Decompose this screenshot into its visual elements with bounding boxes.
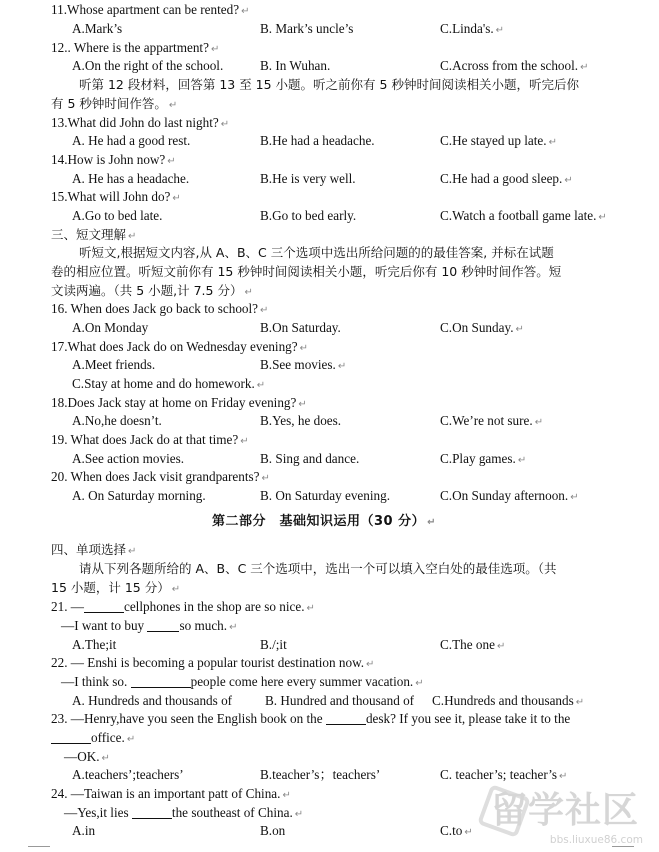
q19-options [0, 450, 659, 468]
q20-stem: 20. When does Jack visit grandparents? ↵ [51, 469, 270, 484]
answer-blank [132, 806, 172, 819]
listening-intro-line2: 有 5 秒钟时间作答。 ↵ [51, 96, 178, 111]
q12-options [0, 57, 659, 75]
section-3-intro-line2: 卷的相应位置。听短文前你有 15 秒钟时间阅读相关小题，听完后你有 10 秒钟时间作答。短 [51, 264, 562, 279]
answer-blank [131, 675, 191, 688]
q24-line2: —Yes,it lies the southeast of China. ↵ [64, 805, 304, 820]
part-2-heading: 第二部分 基础知识运用（30 分） ↵ [212, 514, 437, 529]
q21-option-a: A.The;it [72, 637, 117, 652]
q22-line1: 22. — Enshi is becoming a popular tourist destination now. ↵ [51, 655, 375, 670]
q13-option-c: C.He stayed up late. ↵ [440, 133, 557, 148]
q11-option-c: C.Linda's. ↵ [440, 21, 505, 36]
q20-option-b: B. On Saturday evening. [260, 488, 391, 503]
q20-option-a: A. On Saturday morning. [72, 488, 206, 503]
q17-option-c: C.Stay at home and do homework. ↵ [72, 376, 266, 391]
q18-option-b: B.Yes, he does. [260, 413, 342, 428]
question-15 [0, 188, 659, 206]
section-3-intro-line1: 听短文,根据短文内容,从 A、B、C 三个选项中选出所给问题的的最佳答案, 并标在试题 [79, 245, 554, 260]
watermark-text: 留学社区 [490, 790, 639, 831]
question-23 [0, 710, 659, 728]
q20-option-c: C.On Sunday afternoon. ↵ [440, 488, 579, 503]
q21-option-b: B./;it [260, 637, 287, 652]
q14-stem: 14.How is John now? ↵ [51, 152, 176, 167]
answer-blank [147, 619, 179, 632]
q21-option-c: C.The one ↵ [440, 637, 506, 652]
q11-option-b: B. Mark’s uncle’s [260, 21, 354, 36]
q21-response [0, 617, 659, 635]
q19-option-c: C.Play games. ↵ [440, 451, 527, 466]
q22-line2: —I think so. people come here every summer vacation. ↵ [61, 674, 424, 689]
section-4-title: 四、单项选择 ↵ [51, 542, 137, 557]
q22-option-a: A. Hundreds and thousands of [72, 693, 233, 708]
section-3-intro-line3: 文读两遍。（共 5 小题,计 7.5 分） ↵ [51, 283, 253, 298]
q17-options-ab [0, 356, 659, 374]
q12-option-c: C.Across from the school. ↵ [440, 58, 589, 73]
q12-stem: 12.. Where is the appartment? ↵ [51, 40, 220, 55]
question-17 [0, 338, 659, 356]
q18-option-c: C.We’re not sure. ↵ [440, 413, 544, 428]
watermark-url: bbs.liuxue86.com [549, 834, 643, 846]
answer-blank [326, 712, 366, 725]
q21-line1: 21. — cellphones in the shop are so nice. ↵ [51, 599, 315, 614]
q23-option-b: B.teacher’s；teachers’ [260, 767, 381, 782]
q11-options [0, 20, 659, 38]
q21-options [0, 636, 659, 654]
question-22 [0, 654, 659, 672]
q23-line3: —OK. ↵ [64, 749, 110, 764]
q23-option-c: C. teacher’s; teacher’s ↵ [440, 767, 568, 782]
q15-option-c: C.Watch a football game late. ↵ [440, 208, 607, 223]
q22-response [0, 673, 659, 691]
question-14 [0, 151, 659, 169]
q15-stem: 15.What will John do? ↵ [51, 189, 181, 204]
q17-stem: 17.What does Jack do on Wednesday evening? ↵ [51, 339, 309, 354]
q23-option-a: A.teachers’;teachers’ [72, 767, 184, 782]
q15-option-a: A.Go to bed late. [72, 208, 163, 223]
q14-option-b: B.He is very well. [260, 171, 356, 186]
section-4-intro-line1: 请从下列各题所给的 A、B、C 三个选项中，选出一个可以填入空白处的最佳选项。（共 [79, 561, 557, 576]
q14-option-c: C.He had a good sleep. ↵ [440, 171, 573, 186]
question-20 [0, 468, 659, 486]
section-4-intro-line2: 15 小题，计 15 分） ↵ [51, 580, 181, 595]
q11-option-a: A.Mark’s [72, 21, 123, 36]
q24-option-b: B.on [260, 823, 286, 838]
q22-options [0, 692, 659, 710]
q14-options [0, 170, 659, 188]
q12-option-b: B. In Wuhan. [260, 58, 331, 73]
page-corner-mark-right [612, 846, 634, 847]
page-corner-mark-left [28, 846, 50, 847]
q18-stem: 18.Does Jack stay at home on Friday evening? ↵ [51, 395, 307, 410]
q12-option-a: A.On the right of the school. [72, 58, 224, 73]
question-12 [0, 39, 659, 57]
watermark [475, 782, 653, 846]
q16-option-c: C.On Sunday. ↵ [440, 320, 524, 335]
question-21 [0, 598, 659, 616]
q19-option-b: B. Sing and dance. [260, 451, 360, 466]
q17-option-a: A.Meet friends. [72, 357, 156, 372]
q19-stem: 19. What does Jack do at that time? ↵ [51, 432, 249, 447]
question-11 [0, 1, 659, 19]
q15-option-b: B.Go to bed early. [260, 208, 357, 223]
q21-line2: —I want to buy so much. ↵ [61, 618, 238, 633]
question-16 [0, 300, 659, 318]
question-13 [0, 114, 659, 132]
question-19 [0, 431, 659, 449]
q19-option-a: A.See action movies. [72, 451, 185, 466]
q23-line2: office. ↵ [0, 729, 659, 747]
listening-intro-line1: 听第 12 段材料，回答第 13 至 15 小题。听之前你有 5 秒钟时间阅读相关小题，听完后你 [79, 77, 579, 92]
q24-line1: 24. —Taiwan is an important patt of China. ↵ [51, 786, 291, 801]
q16-options [0, 319, 659, 337]
q24-option-c: C.to ↵ [440, 823, 473, 838]
q16-option-a: A.On Monday [72, 320, 149, 335]
q20-options [0, 487, 659, 505]
q18-options [0, 412, 659, 430]
answer-blank [51, 731, 91, 744]
q13-stem: 13.What did John do last night? ↵ [51, 115, 230, 130]
q13-option-b: B.He had a headache. [260, 133, 375, 148]
q24-option-a: A.in [72, 823, 96, 838]
q22-option-b: B. Hundred and thousand of [265, 693, 415, 708]
answer-blank [84, 600, 124, 613]
question-18 [0, 394, 659, 412]
q22-option-c: C.Hundreds and thousands ↵ [432, 693, 585, 708]
section-3-title: 三、短文理解 ↵ [51, 227, 137, 242]
q17-option-b: B.See movies. ↵ [260, 357, 347, 372]
q14-option-a: A. He has a headache. [72, 171, 190, 186]
q23-line1: 23. —Henry,have you seen the English book on the desk? If you see it, please take it to the [51, 711, 571, 726]
q16-option-b: B.On Saturday. [260, 320, 341, 335]
q13-options [0, 132, 659, 150]
q16-stem: 16. When does Jack go back to school? ↵ [51, 301, 269, 316]
q11-stem: 11.Whose apartment can be rented? ↵ [51, 2, 250, 17]
q13-option-a: A. He had a good rest. [72, 133, 191, 148]
q15-options [0, 207, 659, 225]
q17-options-c [0, 375, 659, 393]
q18-option-a: A.No,he doesn’t. [72, 413, 162, 428]
